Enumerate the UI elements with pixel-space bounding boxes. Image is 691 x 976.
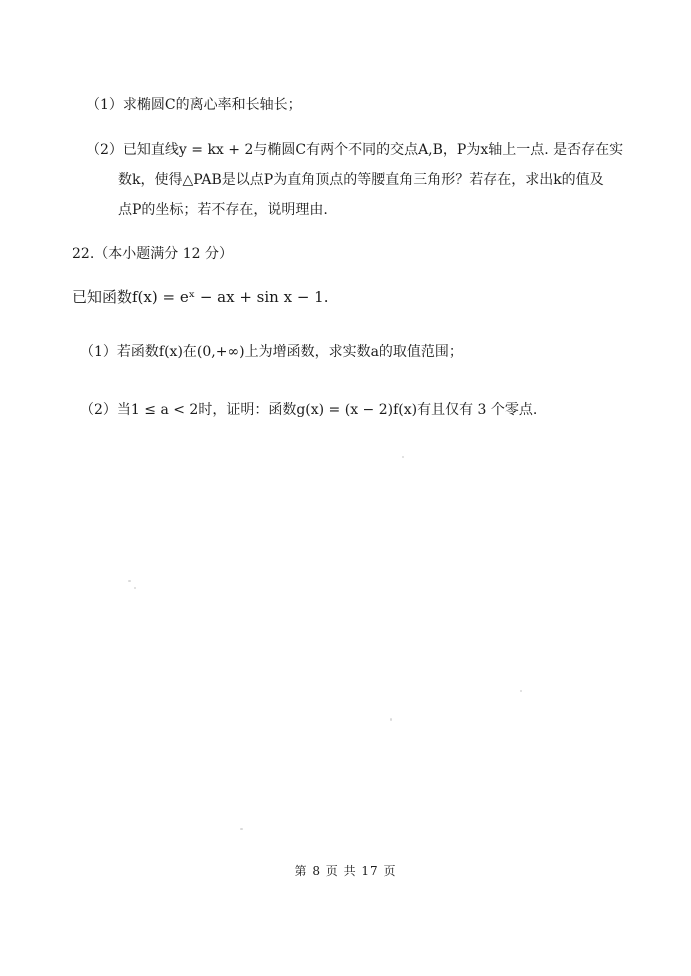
q22-stem: 已知函数f(x) = eˣ − ax + sin x − 1. — [72, 288, 329, 306]
page-footer: 第 8 页 共 17 页 — [294, 864, 397, 878]
scan-speck — [128, 580, 131, 582]
scan-speck — [240, 828, 243, 830]
q21-part1: （1）求椭圆C的离心率和长轴长； — [86, 97, 302, 113]
scan-speck — [390, 718, 392, 721]
scan-speck — [402, 456, 404, 458]
q21-part2-line3: 点P的坐标；若不存在，说明理由. — [118, 202, 328, 218]
scan-speck — [134, 587, 136, 589]
q22-part2: （2）当1 ≤ a < 2时，证明：函数g(x) = (x − 2)f(x)有且仅有 3 个零点. — [80, 402, 538, 418]
q22-header: 22.（本小题满分 12 分） — [72, 246, 233, 262]
q22-part1: （1）若函数f(x)在(0,+∞)上为增函数，求实数a的取值范围； — [80, 344, 463, 360]
q21-part2-line2: 数k，使得△PAB是以点P为直角顶点的等腰直角三角形？若存在，求出k的值及 — [118, 172, 604, 188]
q21-part2-line1: （2）已知直线y = kx + 2与椭圆C有两个不同的交点A,B，P为x轴上一点. 是否存在实 — [86, 142, 624, 158]
scan-speck — [520, 690, 522, 692]
